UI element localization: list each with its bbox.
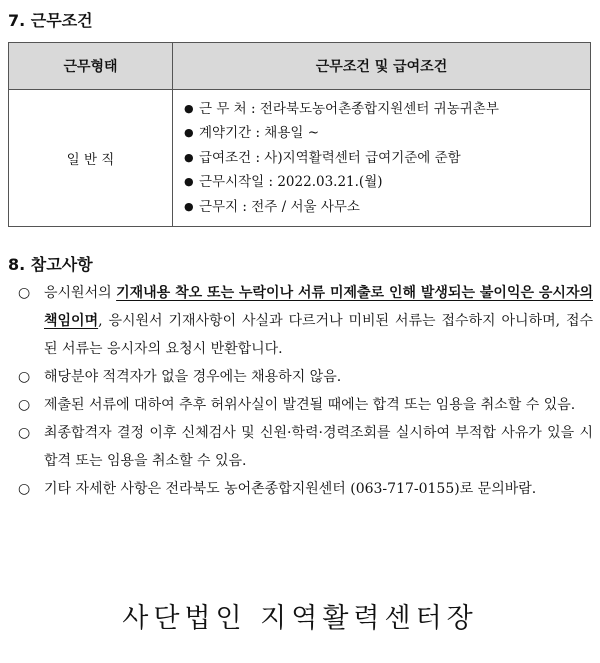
note-text-suffix: , 응시원서 기재사항이 사실과 다르거나 미비된 서류는 접수하지 아니하며, 접수된 서류는 응시자의 요청시 반환합니다.	[44, 313, 593, 357]
condition-salary: 급여조건 : 사)지역활력센터 급여기준에 준함	[199, 149, 461, 166]
list-item	[184, 195, 589, 220]
note-no-qualified: 해당분야 적격자가 없을 경우에는 채용하지 않음.	[44, 369, 342, 385]
header-conditions: 근무조건 및 급여조건	[173, 43, 591, 90]
condition-start-date: 근무시작일 : 2022.03.21.(월)	[199, 174, 383, 191]
conditions-cell	[173, 90, 591, 227]
list-item	[184, 121, 589, 146]
condition-location: 근무지 : 전주 / 서울 사무소	[199, 198, 360, 215]
circle-bullet-icon: ○	[18, 285, 31, 301]
conditions-list	[174, 92, 589, 225]
circle-bullet-icon: ○	[18, 397, 31, 413]
section-8-title: 8. 참고사항	[8, 255, 93, 274]
condition-contract-period: 계약기간 : 채용일 ~	[199, 125, 320, 142]
header-work-type: 근무형태	[9, 43, 173, 90]
note-contact: 기타 자세한 사항은 전라북도 농어촌종합지원센터 (063-717-0155)로 문의바람.	[44, 481, 537, 497]
list-item	[18, 391, 593, 419]
notes-list	[18, 279, 593, 503]
table-header-row	[9, 43, 591, 90]
list-item	[184, 170, 589, 195]
section-7-title: 7. 근무조건	[8, 11, 93, 30]
list-item	[184, 97, 589, 122]
bullet-icon: ●	[184, 101, 194, 115]
circle-bullet-icon: ○	[18, 369, 31, 385]
signature-line: 사단법인 지역활력센터장	[122, 603, 478, 634]
bullet-icon: ●	[184, 126, 194, 140]
bullet-icon: ●	[184, 199, 194, 213]
condition-workplace: 근 무 처 : 전라북도농어촌종합지원센터 귀농귀촌부	[199, 100, 499, 117]
list-item	[18, 419, 593, 475]
bullet-icon: ●	[184, 175, 194, 189]
work-conditions-table	[8, 42, 591, 227]
work-type-cell: 일 반 직	[9, 90, 173, 227]
circle-bullet-icon: ○	[18, 481, 31, 497]
table-row	[9, 90, 591, 227]
note-background-check: 최종합격자 결정 이후 신체검사 및 신원·학력·경력조회를 실시하여 부적합 사유가 있을 시 합격 또는 임용을 취소할 수 있음.	[44, 425, 593, 469]
note-text-prefix: 응시원서의	[44, 285, 117, 301]
list-item	[184, 146, 589, 171]
list-item	[18, 279, 593, 363]
circle-bullet-icon: ○	[18, 425, 31, 441]
list-item	[18, 363, 593, 391]
note-false-facts: 제출된 서류에 대하여 추후 허위사실이 발견될 때에는 합격 또는 임용을 취소할 수 있음.	[44, 397, 576, 413]
list-item	[18, 475, 593, 503]
note-emphasis: 기재내용 착오 또는 누락이나 서류 미제출로 인해 발생되는 불이익은 응시자의 책임이며	[44, 285, 593, 329]
bullet-icon: ●	[184, 150, 194, 164]
note-responsibility	[44, 279, 593, 363]
